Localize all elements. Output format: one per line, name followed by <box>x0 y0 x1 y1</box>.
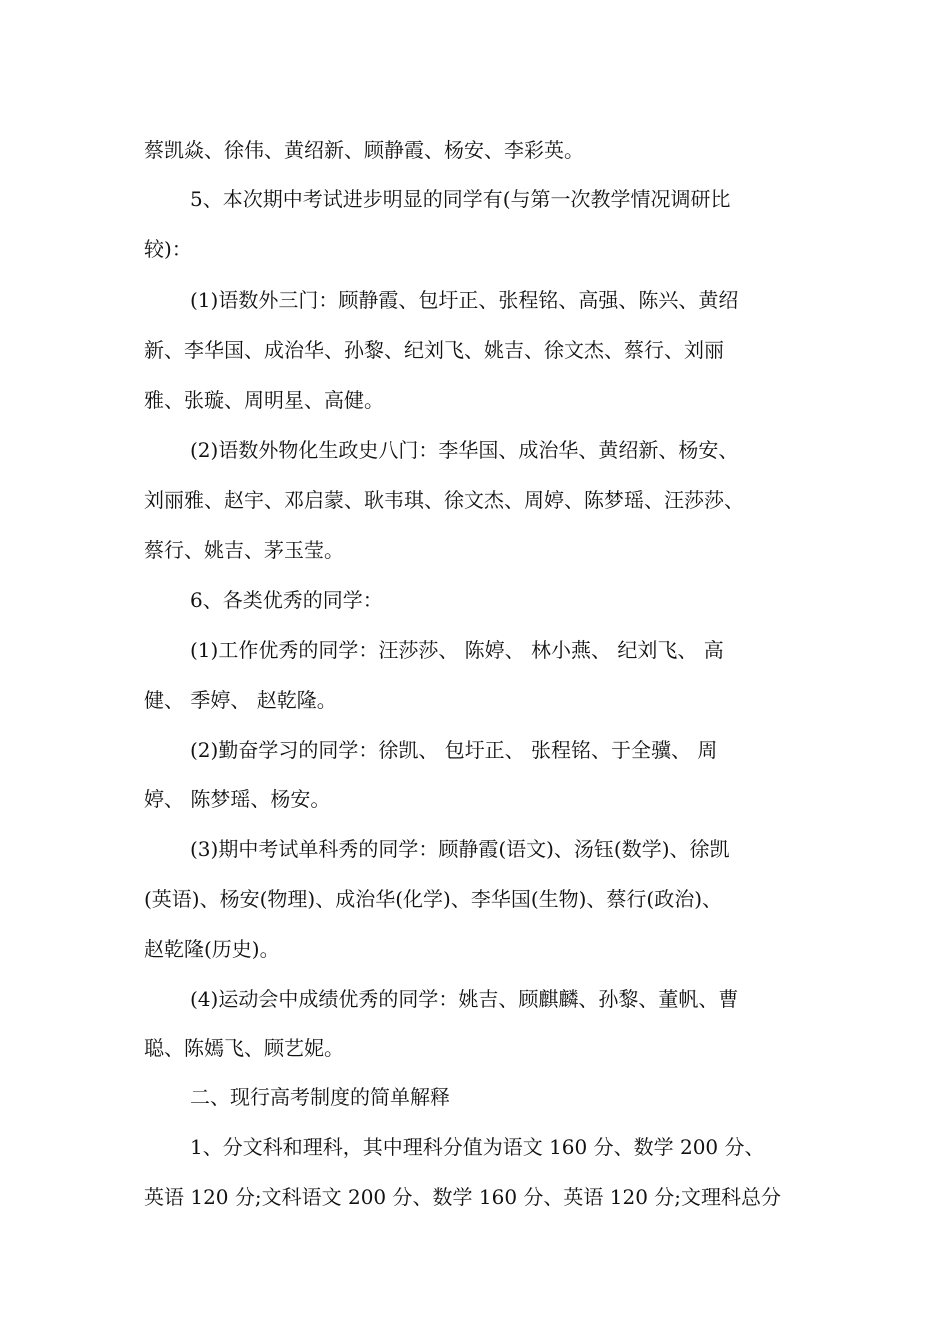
text-line: 较)： <box>144 237 192 261</box>
text-line: 雅、张璇、周明星、高健。 <box>144 388 384 412</box>
text-line: (英语)、杨安(物理)、成治华(化学)、李华国(生物)、蔡行(政治)、 <box>144 887 723 911</box>
text-line: (2)语数外物化生政史八门：李华国、成治华、黄绍新、杨安、 <box>190 438 739 462</box>
text-line: (4)运动会中成绩优秀的同学：姚吉、顾麒麟、孙黎、董帆、曹 <box>190 987 739 1011</box>
text-line: 健、 季婷、 赵乾隆。 <box>144 688 337 712</box>
text-line: 二、现行高考制度的简单解释 <box>190 1085 450 1109</box>
text-line: (2)勤奋学习的同学：徐凯、 包圩正、 张程铭、于全骥、 周 <box>190 738 718 762</box>
text-line: 赵乾隆(历史)。 <box>144 937 280 961</box>
text-line: 新、李华国、成治华、孙黎、纪刘飞、姚吉、徐文杰、蔡行、刘丽 <box>144 338 724 362</box>
text-line: 5、本次期中考试进步明显的同学有(与第一次教学情况调研比 <box>190 187 731 211</box>
text-line: 聪、陈嫣飞、顾艺妮。 <box>144 1036 344 1060</box>
text-line: (1)工作优秀的同学：汪莎莎、 陈婷、 林小燕、 纪刘飞、 高 <box>190 638 724 662</box>
text-line: 6、各类优秀的同学： <box>190 588 383 612</box>
text-line: 蔡凯焱、徐伟、黄绍新、顾静霞、杨安、李彩英。 <box>144 138 584 162</box>
text-line: 婷、 陈梦瑶、杨安。 <box>144 787 331 811</box>
text-line: (3)期中考试单科秀的同学：顾静霞(语文)、汤钰(数学)、徐凯 <box>190 837 730 861</box>
text-line: 刘丽雅、赵宇、邓启蒙、耿韦琪、徐文杰、周婷、陈梦瑶、汪莎莎、 <box>144 488 744 512</box>
text-line: 蔡行、姚吉、茅玉莹。 <box>144 538 344 562</box>
text-line: 1、分文科和理科，其中理科分值为语文 160 分、数学 200 分、 <box>190 1135 765 1159</box>
text-line: (1)语数外三门：顾静霞、包圩正、张程铭、高强、陈兴、黄绍 <box>190 288 739 312</box>
text-line: 英语 120 分;文科语文 200 分、数学 160 分、英语 120 分;文理科总分 <box>144 1185 782 1209</box>
